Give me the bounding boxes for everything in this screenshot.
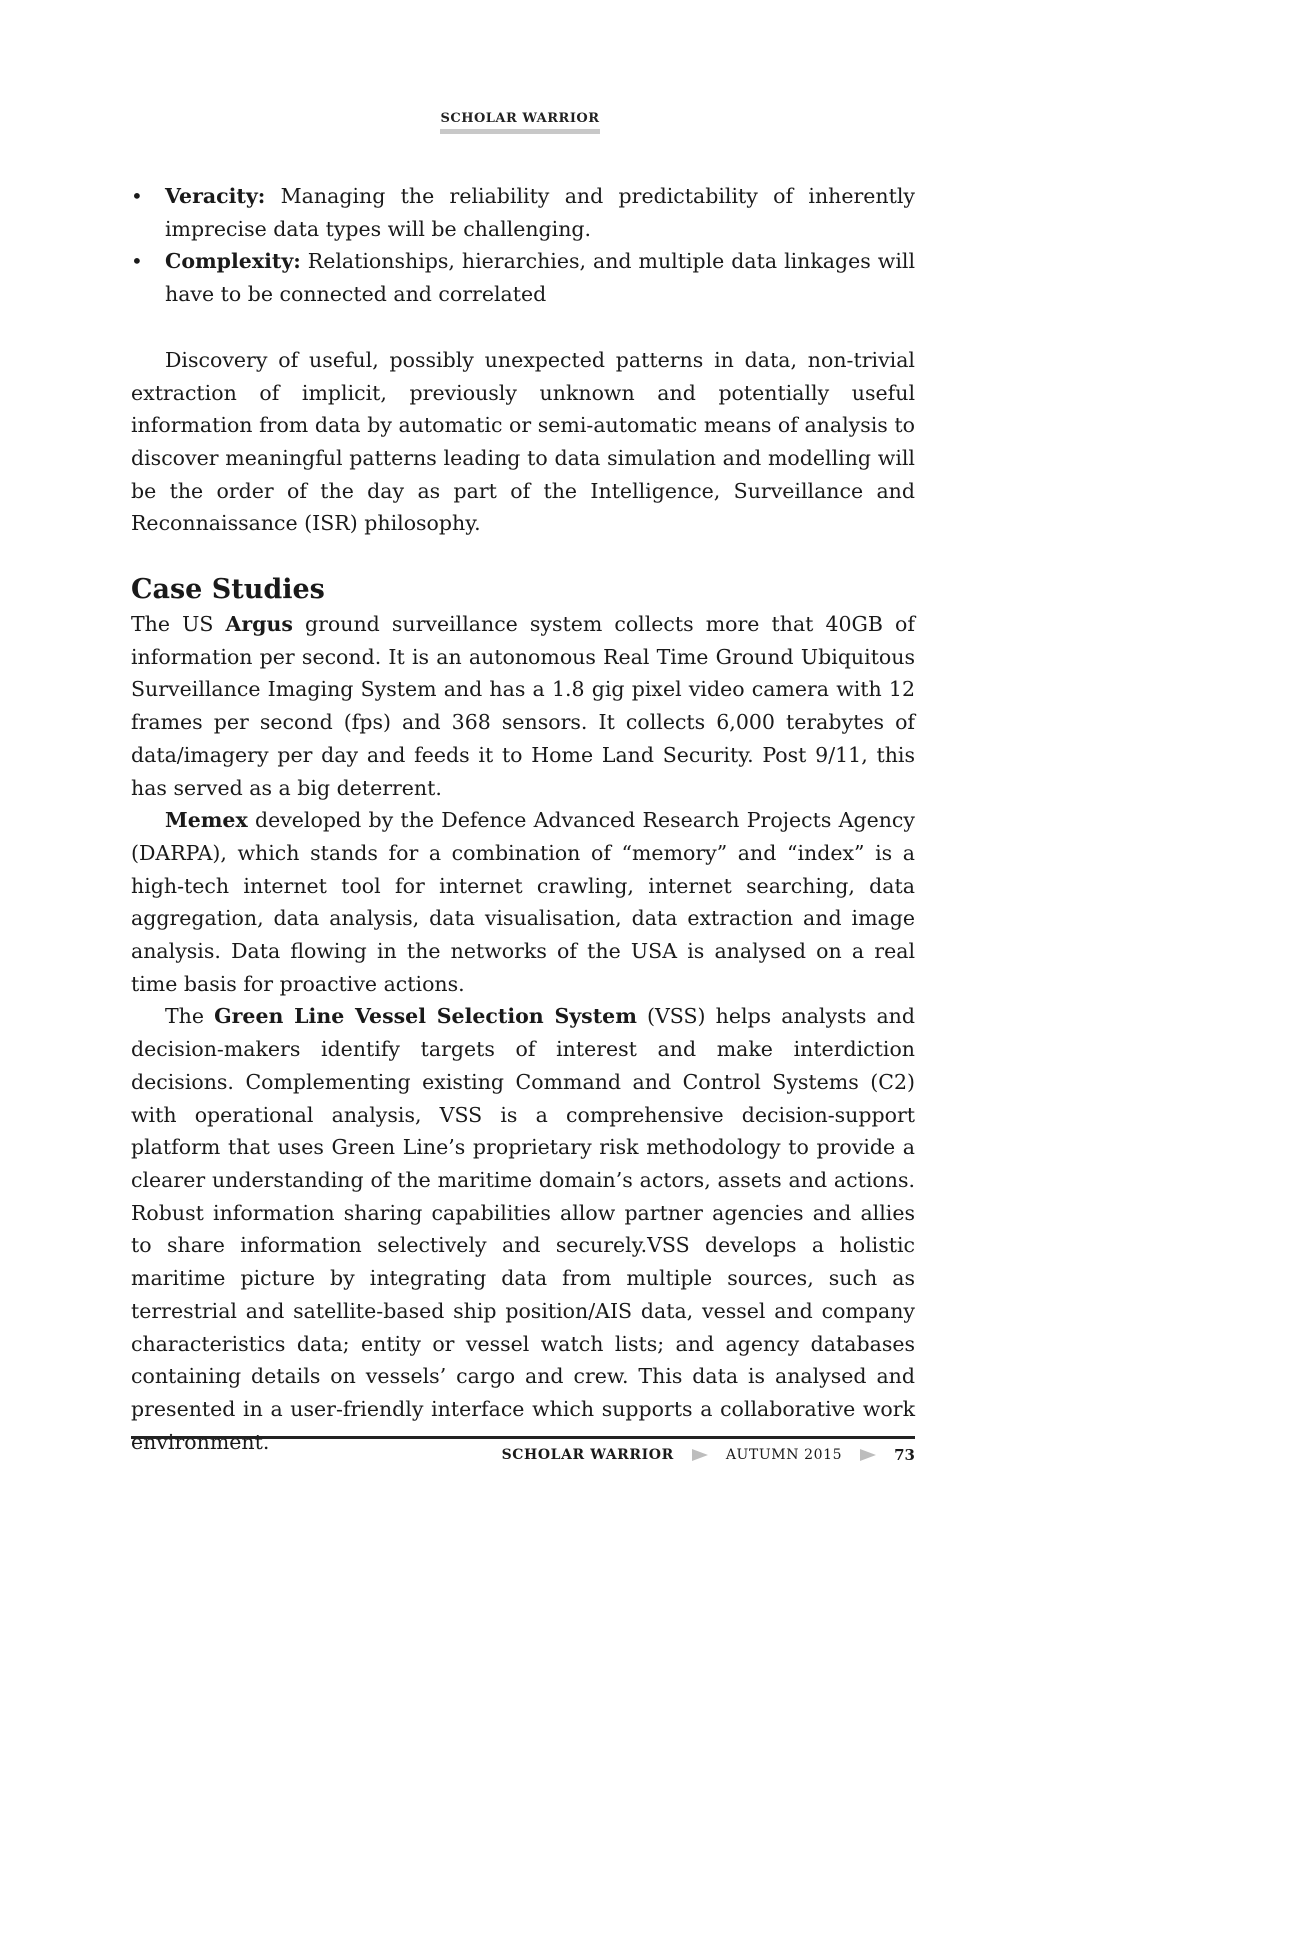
footer-divider	[131, 1436, 915, 1439]
argus-lead: The US	[131, 612, 226, 637]
vss-paragraph	[131, 1000, 915, 1458]
section-heading: Case Studies	[131, 574, 325, 606]
bullet-term: Complexity:	[165, 249, 301, 274]
running-header-title: SCHOLAR WARRIOR	[440, 111, 599, 134]
bullet-term: Veracity:	[165, 184, 266, 208]
bullet-icon: •	[131, 249, 143, 274]
memex-paragraph	[131, 804, 915, 1000]
footer-issue: AUTUMN 2015	[725, 1447, 843, 1463]
vss-lead: The	[165, 1004, 215, 1029]
list-item	[131, 245, 915, 310]
page-footer	[502, 1446, 915, 1464]
page-body	[131, 180, 915, 1458]
footer-title: SCHOLAR WARRIOR	[501, 1447, 674, 1463]
page-number: 73	[894, 1446, 915, 1464]
argus-paragraph	[131, 608, 915, 804]
argus-term: Argus	[225, 612, 293, 637]
vss-text: (VSS) helps analysts and decision-makers identify targets of interest and make interdiction decisions. Complementing existing Command and Control Systems (C2) with operational analysis, VSS is a comprehensive decision-support platform that uses Green Line’s proprietary risk methodology to provide a clearer understanding of the maritime domain’s actors, assets and actions. Robust information sharing capabilities allow partner agencies and allies to share information selectively and securely.VSS develops a holistic maritime picture by integrating data from multiple sources, such as terrestrial and satellite-based ship position/AIS data, vessel and company characteristics data; entity or vessel watch lists; and agency databases containing details on vessels’ cargo and crew. This data is analysed and presented in a user-friendly interface which supports a collaborative work environment.	[131, 1004, 915, 1454]
bullet-text: Relationships, hierarchies, and multiple data linkages will have to be connected and correlated	[165, 249, 915, 307]
memex-text: developed by the Defence Advanced Research Projects Agency (DARPA), which stands for a combination of “memory” and “index” is a high-tech internet tool for internet crawling, internet searching, data aggregation, data analysis, data visualisation, data extraction and image analysis. Data flowing in the networks of the USA is analysed on a real time basis for proactive actions.	[131, 808, 915, 996]
bullet-list	[131, 180, 915, 311]
intro-paragraph: Discovery of useful, possibly unexpected patterns in data, non-trivial extraction of implicit, previously unknown and potentially useful information from data by automatic or semi-automatic means of analysis to discover meaningful patterns leading to data simulation and modelling will be the order of the day as part of the Intelligence, Surveillance and Reconnaissance (ISR) philosophy.	[131, 347, 915, 536]
bullet-icon: •	[131, 184, 143, 208]
list-item	[131, 180, 915, 245]
bullet-text: Managing the reliability and predictability of inherently imprecise data types will be challenging.	[165, 184, 915, 241]
arrow-right-icon	[692, 1449, 708, 1461]
running-header	[0, 107, 1040, 134]
arrow-right-icon	[860, 1449, 876, 1461]
vss-term: Green Line Vessel Selection System	[214, 1004, 637, 1029]
argus-text: ground surveillance system collects more that 40GB of information per second. It is an autonomous Real Time Ground Ubiquitous Surveillance Imaging System and has a 1.8 gig pixel video camera with 12 frames per second (fps) and 368 sensors. It collects 6,000 terabytes of data/imagery per day and feeds it to Home Land Security. Post 9/11, this has served as a big deterrent.	[131, 612, 915, 800]
memex-term: Memex	[165, 808, 248, 833]
